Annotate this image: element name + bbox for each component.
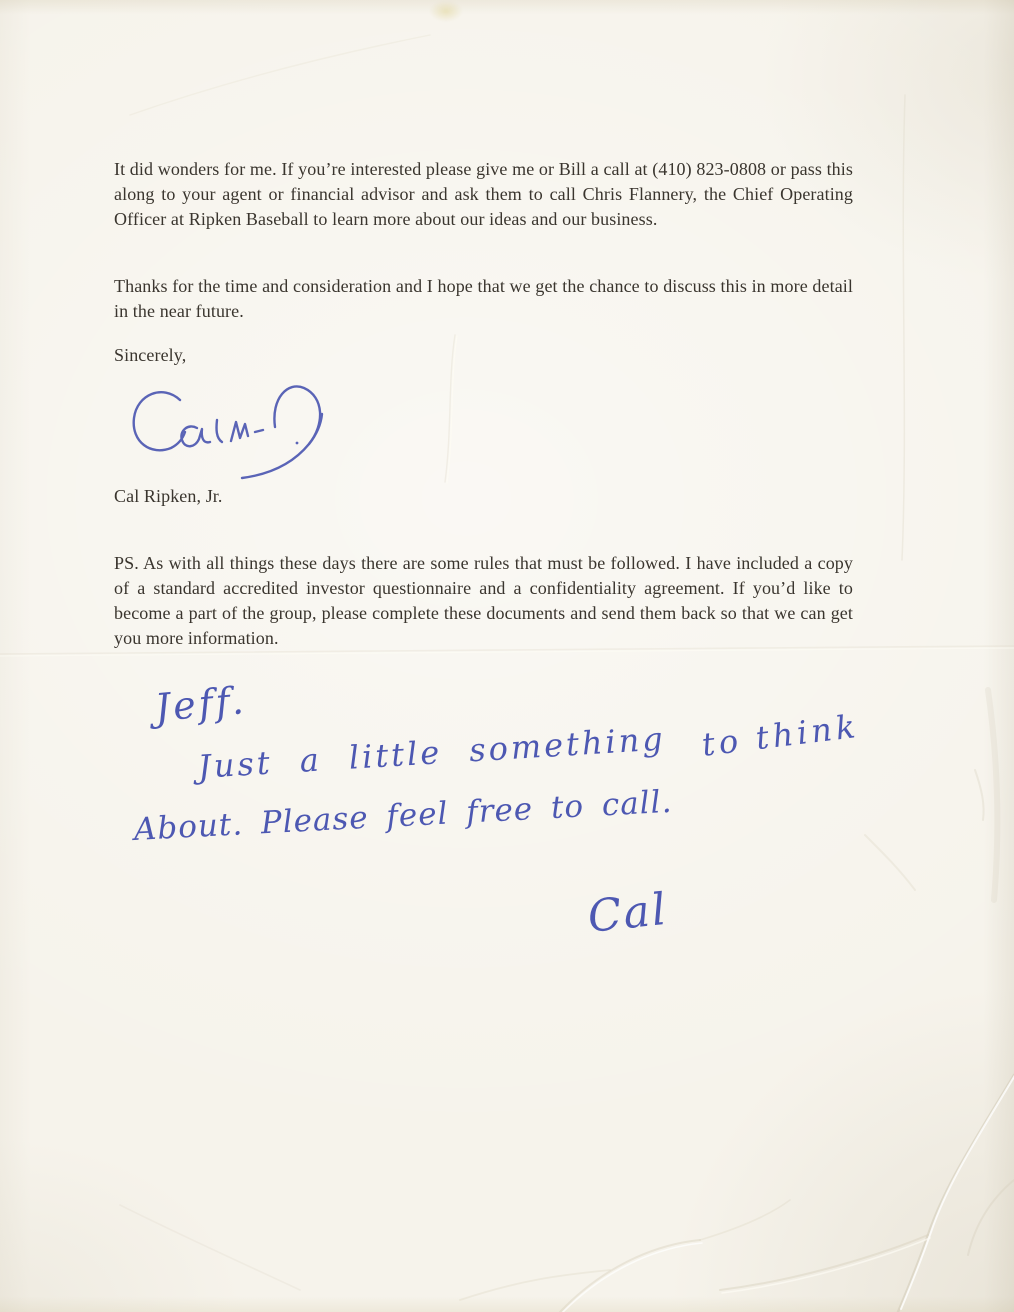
handwritten-salutation: Jeff. [153, 678, 249, 730]
letter-closing: Sincerely, [114, 345, 187, 365]
handwritten-line1-part2: to think [699, 706, 862, 764]
letter-postscript: PS. As with all things these days there are some rules that must be followed. I have included a copy of a standard accredited investor questionnaire and a confidentiality agreement. If you’d like to become a part of the group, please complete these documents and send them back so that we can get you more information. [114, 553, 853, 648]
signature-typed-name: Cal Ripken, Jr. [114, 486, 223, 506]
letter-paragraph-thanks: Thanks for the time and consideration and I hope that we get the chance to discuss this in more detail in the near future. [114, 276, 853, 321]
letter-paragraph-contact: It did wonders for me. If you’re interested please give me or Bill a call at (410) 823-0808 or pass this along to your agent or financial advisor and ask them to call Chris Flannery, the Chief Operating Officer at Ripken Baseball to learn more about our ideas and our business. [114, 159, 853, 229]
handwritten-cal-signature: Cal [585, 883, 671, 943]
handwritten-line2: About. Please feel free to call. [133, 783, 674, 848]
cal-ripken-signature-ink [125, 372, 340, 487]
handwritten-line1-part1: Just a little something [196, 719, 667, 786]
paper-stain [424, 0, 468, 28]
